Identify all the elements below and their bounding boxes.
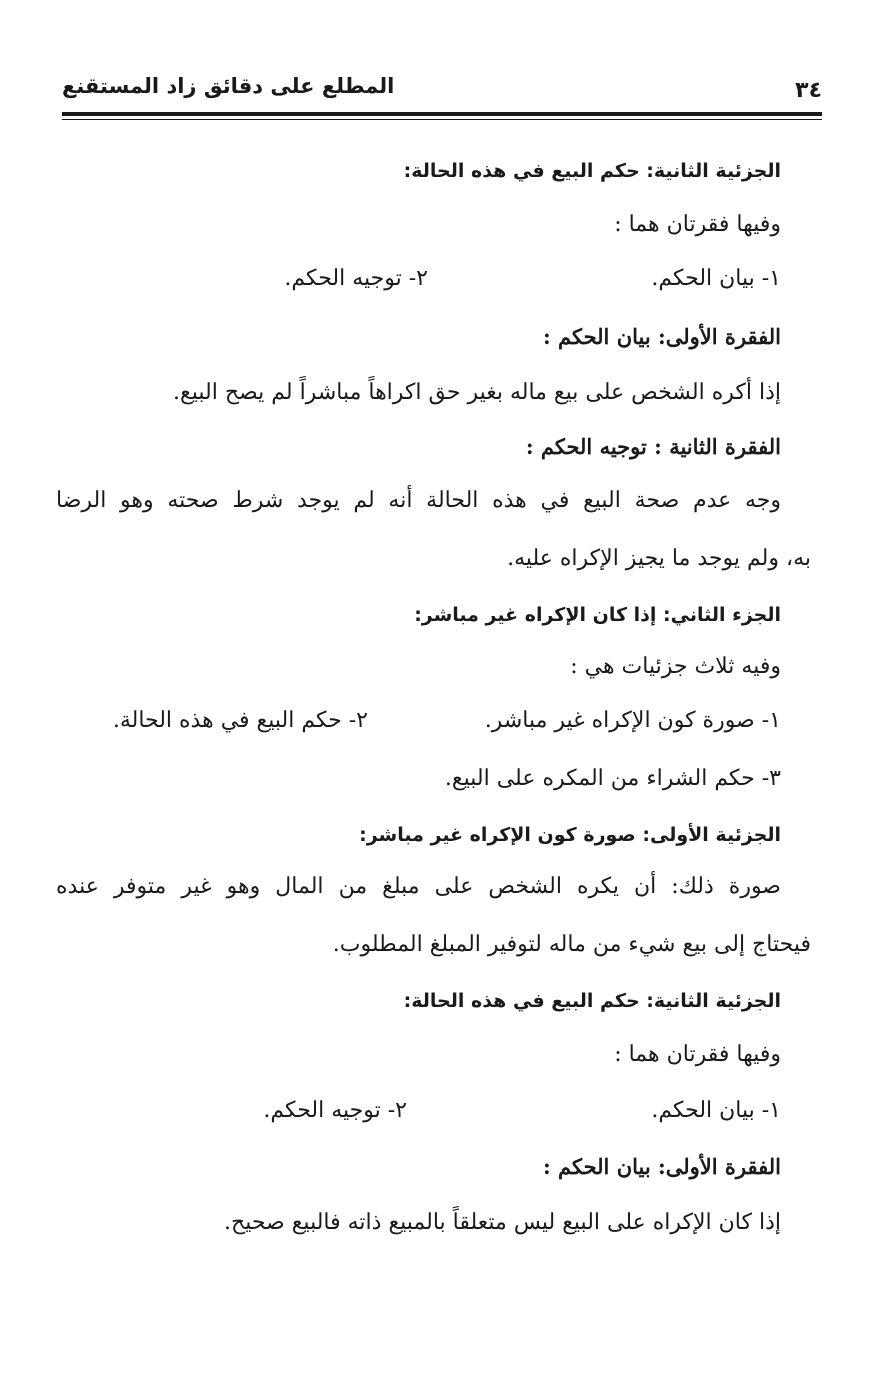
- section-heading: الجزئية الثانية: حكم البيع في هذه الحالة:: [403, 160, 781, 182]
- paragraph-line: إذا كان الإكراه على البيع ليس متعلقاً بالمبيع ذاته فالبيع صحيح.: [224, 1210, 781, 1235]
- section-heading: الجزئية الأولى: صورة كون الإكراه غير مباشر:: [359, 824, 781, 846]
- page-number: ٣٤: [795, 78, 822, 103]
- list-item-first: ١- بيان الحكم.: [651, 1098, 781, 1123]
- list-item-second: ٢- توجيه الحكم.: [284, 266, 428, 291]
- section-heading: الجزئية الثانية: حكم البيع في هذه الحالة:: [403, 990, 781, 1012]
- book-title: المطلع على دقائق زاد المستقنع: [62, 74, 395, 98]
- list-item-first: ١- صورة كون الإكراه غير مباشر.: [484, 708, 781, 733]
- header-rule-thick: [62, 112, 822, 116]
- running-header: [62, 72, 822, 110]
- list-item: ٣- حكم الشراء من المكره على البيع.: [444, 766, 781, 791]
- paragraph-subheading: الفقرة الثانية : توجيه الحكم :: [525, 434, 781, 459]
- paragraph-subheading: الفقرة الأولى: بيان الحكم :: [542, 1154, 781, 1179]
- paragraph-line: به، ولم يوجد ما يجيز الإكراه عليه.: [507, 546, 811, 571]
- header-rule-thin: [62, 119, 822, 120]
- paragraph-line: فيحتاج إلى بيع شيء من ماله لتوفير المبلغ المطلوب.: [332, 932, 811, 957]
- paragraph-subheading: الفقرة الأولى: بيان الحكم :: [542, 324, 781, 349]
- paragraph-line: صورة ذلك: أن يكره الشخص على مبلغ من المال وهو غير متوفر عنده: [56, 874, 781, 899]
- paragraph-line: وفيه ثلاث جزئيات هي :: [570, 654, 781, 679]
- paragraph-line: وفيها فقرتان هما :: [614, 212, 781, 237]
- list-item-second: ٢- توجيه الحكم.: [263, 1098, 407, 1123]
- list-item-second: ٢- حكم البيع في هذه الحالة.: [112, 708, 368, 733]
- paragraph-line: إذا أكره الشخص على بيع ماله بغير حق اكراهاً مباشراً لم يصح البيع.: [173, 380, 781, 405]
- paragraph-line: وفيها فقرتان هما :: [614, 1042, 781, 1067]
- section-heading: الجزء الثاني: إذا كان الإكراه غير مباشر:: [414, 604, 781, 626]
- paragraph-line: وجه عدم صحة البيع في هذه الحالة أنه لم يوجد شرط صحته وهو الرضا: [56, 488, 781, 513]
- list-item-first: ١- بيان الحكم.: [651, 266, 781, 291]
